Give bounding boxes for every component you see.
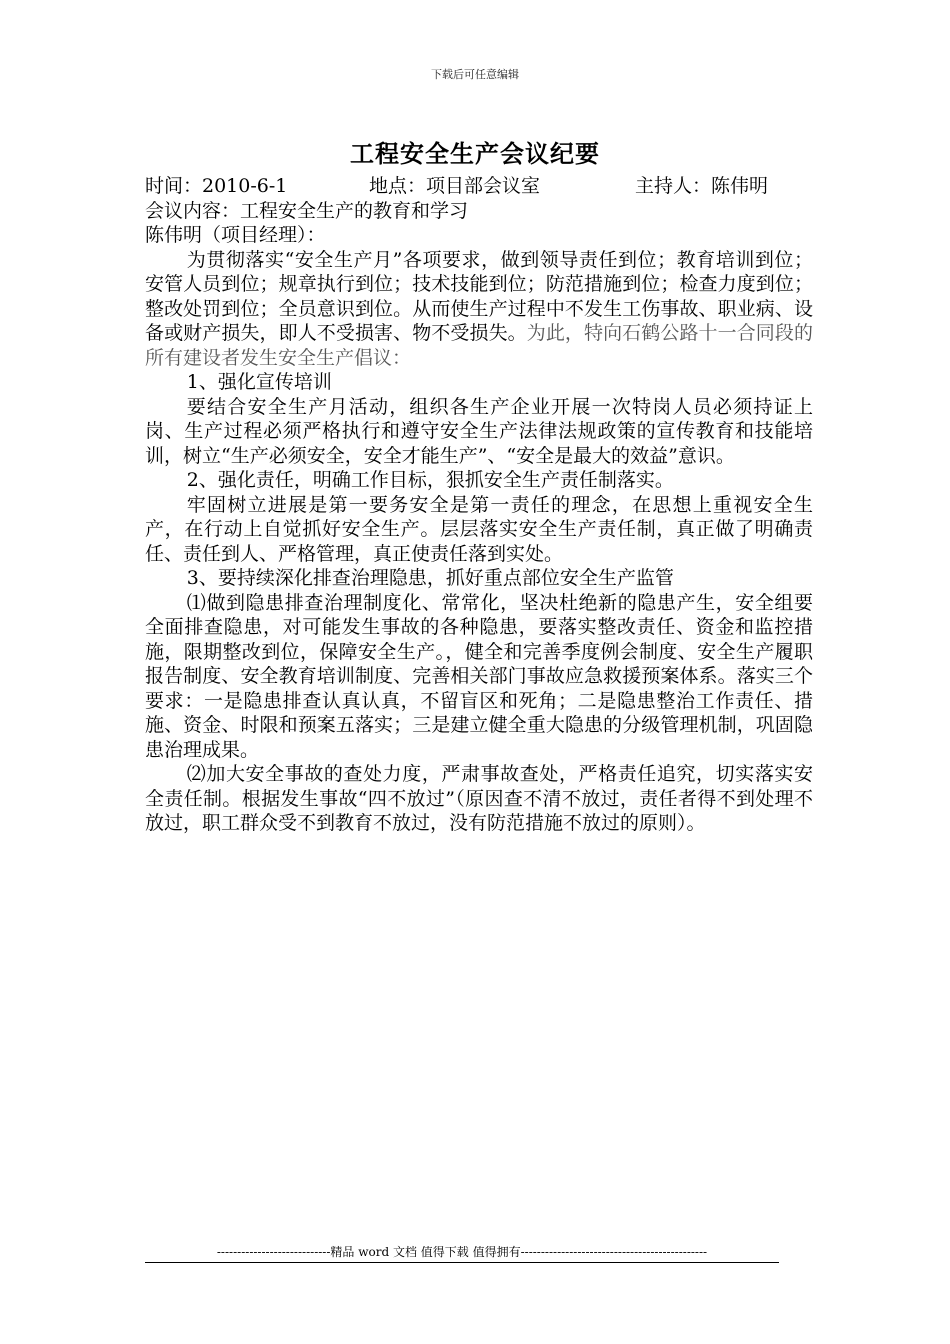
section-3-item-1: ⑴做到隐患排查治理制度化、常常化，坚决杜绝新的隐患产生，安全组要全面排查隐患，对可能发生事故的各种隐患，要落实整改责任、资金和监控措施，限期整改到位，保障安全生产。，健全和完善季度例会制度、安全生产履职报告制度、安全教育培训制度、完善相关部门事故应急救援预案体系。落实三个要求：一是隐患排查认真认真，不留盲区和死角；二是隐患整治工作责任、措施、资金、时限和预案五落实；三是建立健全重大隐患的分级管理机制，巩固隐患治理成果。 [145, 591, 813, 761]
intro-text: 为贯彻落实“安全生产月”各项要求，做到领导责任到位；教育培训到位；安管人员到位；规章执行到位；技术技能到位；防范措施到位；检查力度到位；整改处罚到位；全员意识到位。从而使生产过程中不发生工伤事故、职业病、设备或财产损失，即人不受损害、物不受损失。 [145, 248, 813, 344]
document-title: 工程安全生产会议纪要 [350, 139, 600, 168]
meeting-meta [145, 174, 813, 199]
intro-initiative-text: 为此，特向石鹤公路十一合同段的所有建设者发生安全生产倡议： [145, 322, 813, 369]
meeting-place: 地点：项目部会议室 [369, 175, 541, 197]
meeting-time: 时间：2010-6-1 [145, 175, 288, 197]
section-2-heading: 2、强化责任，明确工作目标，狠抓安全生产责任制落实。 [186, 469, 674, 491]
section-3-item-2: ⑵加大安全事故的查处力度，严肃事故查处，严格责任追究，切实落实安全责任制。根据发生事故“四不放过”（原因查不清不放过，责任者得不到处理不放过，职工群众受不到教育不放过，没有防范措施不放过的原则）。 [145, 763, 813, 834]
footer-text: ----------------------------精品 word 文档 值得下载 值得拥有---------------------------------------------- [216, 1245, 708, 1259]
meeting-host: 主持人：陈伟明 [635, 175, 769, 197]
speaker-label: 陈伟明（项目经理）： [145, 224, 326, 246]
document-body [145, 174, 813, 836]
intro-paragraph [145, 248, 813, 371]
section-2-text: 牢固树立进展是第一要务安全是第一责任的理念，在思想上重视安全生产，在行动上自觉抓好安全生产。层层落实安全生产责任制，真正做了明确责任、责任到人、严格管理，真正使责任落到实处。 [145, 493, 813, 565]
page-header-note: 下载后可任意编辑 [431, 68, 519, 81]
section-3-heading: 3、要持续深化排查治理隐患，抓好重点部位安全生产监管 [186, 567, 674, 589]
footer-divider [145, 1262, 779, 1263]
meeting-content: 会议内容：工程安全生产的教育和学习 [145, 199, 469, 222]
section-1-heading: 1、强化宣传培训 [186, 371, 332, 393]
section-1-text: 要结合安全生产月活动，组织各生产企业开展一次特岗人员必须持证上岗、生产过程必须严格执行和遵守安全生产法律法规政策的宣传教育和技能培训，树立“生产必须安全，安全才能生产”、“安全是最大的效益”意识。 [145, 395, 813, 467]
